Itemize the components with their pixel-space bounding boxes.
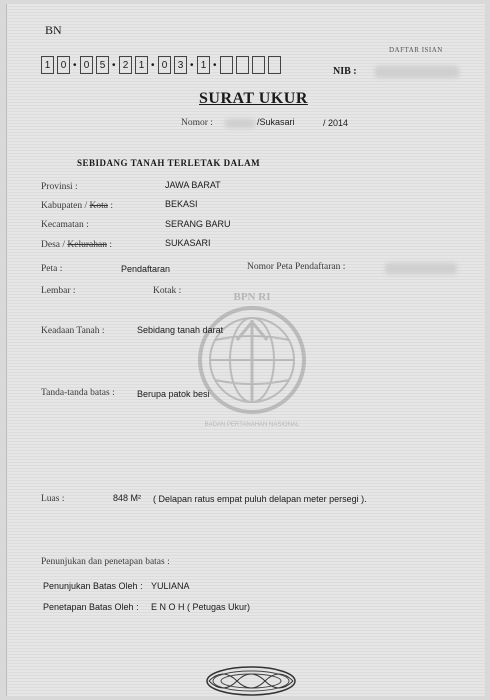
desa-value: SUKASARI (165, 238, 211, 248)
bpn-emblem-icon (187, 280, 317, 440)
number-digit-box (220, 56, 233, 74)
guilloche-seal-icon (203, 659, 299, 699)
kabupaten-value: BEKASI (165, 199, 198, 209)
number-separator-dot: • (112, 59, 116, 71)
desa-colon: : (109, 240, 112, 250)
penetapan-label: Penetapan Batas Oleh : (43, 602, 139, 612)
provinsi-value: JAWA BARAT (165, 180, 221, 190)
kelurahan-struck-text: Kelurahan (67, 240, 107, 250)
luas-label: Luas : (41, 494, 65, 504)
penunjukan-label: Penunjukan Batas Oleh : (43, 581, 143, 591)
number-digit-box: 3 (174, 56, 187, 74)
nomor-peta-redacted (385, 263, 457, 274)
penunjukan-heading: Penunjukan dan penetapan batas : (41, 557, 170, 567)
kabupaten-label-text: Kabupaten / (41, 201, 88, 211)
section-heading: SEBIDANG TANAH TERLETAK DALAM (77, 158, 261, 168)
number-digit-box: 1 (135, 56, 148, 74)
nib-redacted (375, 66, 459, 78)
number-separator-dot: • (73, 59, 77, 71)
nomor-value: /Sukasari (257, 117, 295, 127)
document-page (6, 4, 485, 696)
nib-label: NIB : (333, 66, 357, 77)
nomor-label: Nomor : (181, 118, 213, 128)
number-digit-box (268, 56, 281, 74)
desa-label (41, 240, 112, 250)
penetapan-value: E N O H ( Petugas Ukur) (151, 602, 251, 612)
penunjukan-value: YULIANA (151, 581, 190, 591)
luas-words: ( Delapan ratus empat puluh delapan meter persegi ). (153, 494, 367, 504)
nomor-year: / 2014 (323, 118, 349, 128)
number-separator-dot: • (213, 59, 217, 71)
emblem-bottom-text: BADAN PERTANAHAN NASIONAL (204, 422, 300, 428)
document-title: SURAT UKUR (199, 90, 308, 107)
number-digit-box: 1 (41, 56, 54, 74)
luas-value: 848 M² (113, 493, 142, 503)
nomor-redacted (225, 119, 255, 128)
number-digit-box: 0 (158, 56, 171, 74)
number-separator-dot: • (190, 59, 194, 71)
number-separator-dot: • (151, 59, 155, 71)
tanda-label: Tanda-tanda batas : (41, 388, 115, 398)
kotak-label: Kotak : (153, 286, 182, 296)
number-digit-box (236, 56, 249, 74)
number-digit-box: 0 (57, 56, 70, 74)
number-digit-box: 1 (197, 56, 210, 74)
bn-label: BN (45, 23, 62, 37)
tanda-value: Berupa patok besi (137, 389, 210, 399)
number-digit-box: 2 (119, 56, 132, 74)
daftar-isian-label: DAFTAR ISIAN (389, 46, 443, 54)
keadaan-value: Sebidang tanah darat (137, 325, 224, 335)
kecamatan-value: SERANG BARU (165, 219, 231, 229)
kota-struck-text: Kota (89, 201, 109, 211)
kabupaten-label (41, 201, 113, 211)
peta-label: Peta : (41, 264, 63, 274)
kabupaten-colon: : (110, 201, 114, 211)
emblem-top-text: BPN RI (233, 291, 271, 303)
keadaan-label: Keadaan Tanah : (41, 326, 105, 336)
provinsi-label: Provinsi : (41, 182, 78, 192)
document-number-boxes (41, 56, 284, 74)
number-digit-box: 5 (96, 56, 109, 74)
lembar-label: Lembar : (41, 286, 76, 296)
number-digit-box: 0 (80, 56, 93, 74)
kecamatan-label: Kecamatan : (41, 220, 89, 230)
number-digit-box (252, 56, 265, 74)
desa-label-text: Desa / (41, 240, 66, 250)
peta-value: Pendaftaran (121, 264, 171, 274)
nomor-peta-label: Nomor Peta Pendaftaran : (247, 262, 346, 272)
